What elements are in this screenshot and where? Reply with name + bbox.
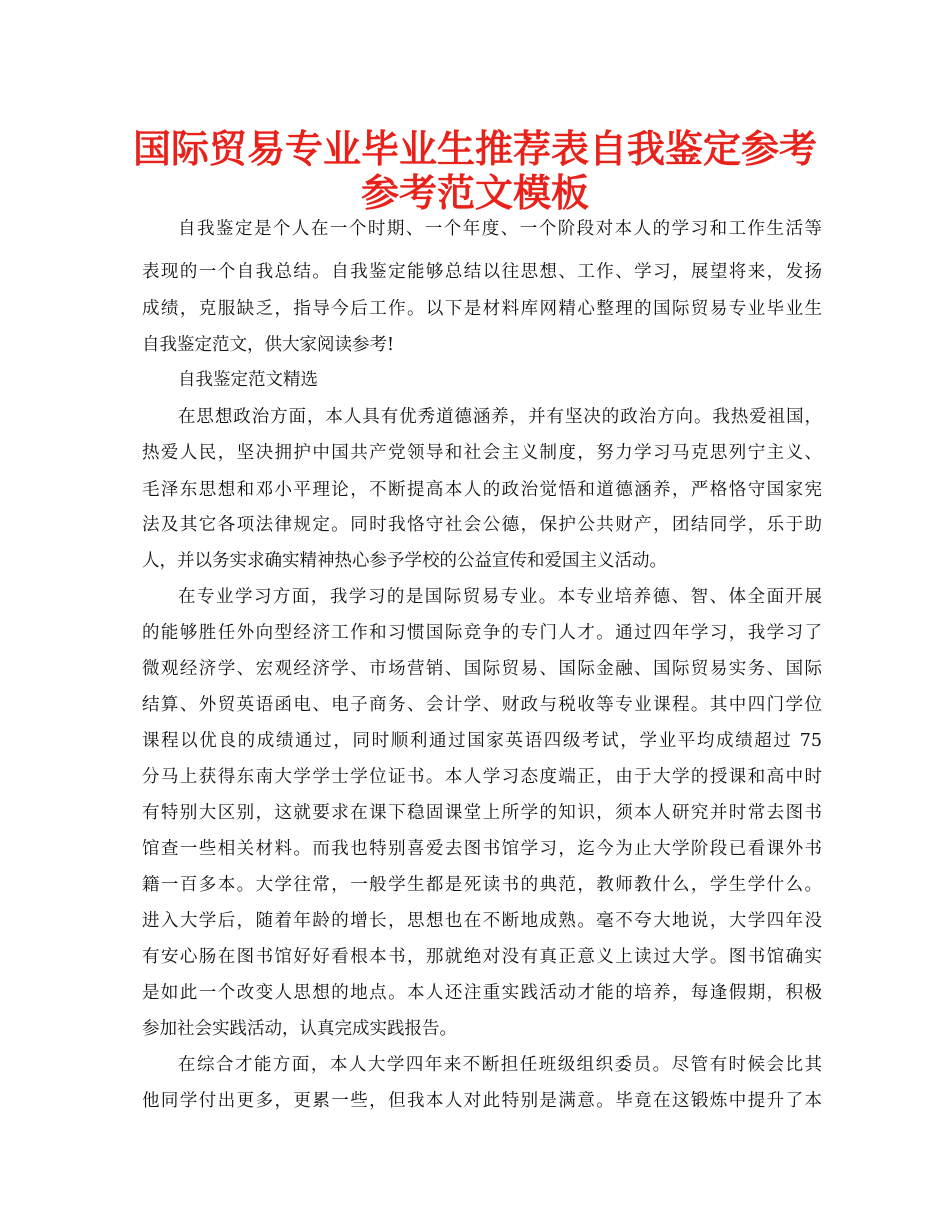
paragraph-line: 的能够胜任外向型经济工作和习惯国际竞争的专门人才。通过四年学习，我学习了 xyxy=(142,623,822,643)
paragraph-line: 他同学付出更多，更累一些，但我本人对此特别是满意。毕竟在这锻炼中提升了本 xyxy=(142,1091,822,1111)
paragraph-line: 成绩，克服缺乏，指导今后工作。以下是材料库网精心整理的国际贸易专业毕业生 xyxy=(142,299,822,319)
paragraph-line: 毛泽东思想和邓小平理论，不断提高本人的政治觉悟和道德涵养，严格恪守国家宪 xyxy=(142,480,822,500)
paragraph-line: 参加社会实践活动，认真完成实践报告。 xyxy=(142,1019,457,1039)
paragraph-first-line: 在综合才能方面，本人大学四年来不断担任班级组织委员。尽管有时候会比其 xyxy=(178,1055,822,1075)
paragraph-line: 结算、外贸英语函电、电子商务、会计学、财政与税收等专业课程。其中四门学位 xyxy=(142,695,822,715)
paragraph-first-line: 在专业学习方面，我学习的是国际贸易专业。本专业培养德、智、体全面开展 xyxy=(178,587,822,607)
paragraph-line: 有特别大区别，这就要求在课下稳固课堂上所学的知识，须本人研究并时常去图书 xyxy=(142,803,822,823)
document-title-line-1: 国际贸易专业毕业生推荐表自我鉴定参考 xyxy=(132,127,817,171)
paragraph-first-line: 在思想政治方面，本人具有优秀道德涵养，并有坚决的政治方向。我热爱祖国， xyxy=(178,407,822,427)
paragraph-line: 分马上获得东南大学学士学位证书。本人学习态度端正，由于大学的授课和高中时 xyxy=(142,767,822,787)
paragraph-line: 馆查一些相关材料。而我也特别喜爱去图书馆学习，迄今为止大学阶段已看课外书 xyxy=(142,839,822,859)
paragraph-line: 微观经济学、宏观经济学、市场营销、国际贸易、国际金融、国际贸易实务、国际 xyxy=(142,659,822,679)
paragraph-first-line: 自我鉴定范文精选 xyxy=(178,370,318,390)
document-title-line-2: 参考范文模板 xyxy=(360,171,589,215)
paragraph-line: 热爱人民，坚决拥护中国共产党领导和社会主义制度，努力学习马克思列宁主义、 xyxy=(142,443,822,463)
paragraph-line: 是如此一个改变人思想的地点。本人还注重实践活动才能的培养，每逢假期，积极 xyxy=(142,983,822,1003)
paragraph-line: 有安心肠在图书馆好好看根本书，那就绝对没有真正意义上读过大学。图书馆确实 xyxy=(142,947,822,967)
paragraph-line: 法及其它各项法律规定。同时我恪守社会公德，保护公共财产，团结同学，乐于助 xyxy=(142,515,822,535)
paragraph-line: 人，并以务实求确实精神热心参予学校的公益宣传和爱国主义活动。 xyxy=(142,551,667,571)
paragraph-first-line: 自我鉴定是个人在一个时期、一个年度、一个阶段对本人的学习和工作生活等 xyxy=(178,219,822,239)
paragraph-line: 自我鉴定范文，供大家阅读参考! xyxy=(142,335,395,355)
paragraph-line: 课程以优良的成绩通过，同时顺利通过国家英语四级考试，学业平均成绩超过 75 xyxy=(142,731,822,751)
paragraph-line: 进入大学后，随着年龄的增长，思想也在不断地成熟。毫不夸大地说，大学四年没 xyxy=(142,911,822,931)
paragraph-line: 表现的一个自我总结。自我鉴定能够总结以往思想、工作、学习，展望将来，发扬 xyxy=(142,262,822,282)
paragraph-line: 籍一百多本。大学往常，一般学生都是死读书的典范，教师教什么，学生学什么。 xyxy=(142,875,822,895)
